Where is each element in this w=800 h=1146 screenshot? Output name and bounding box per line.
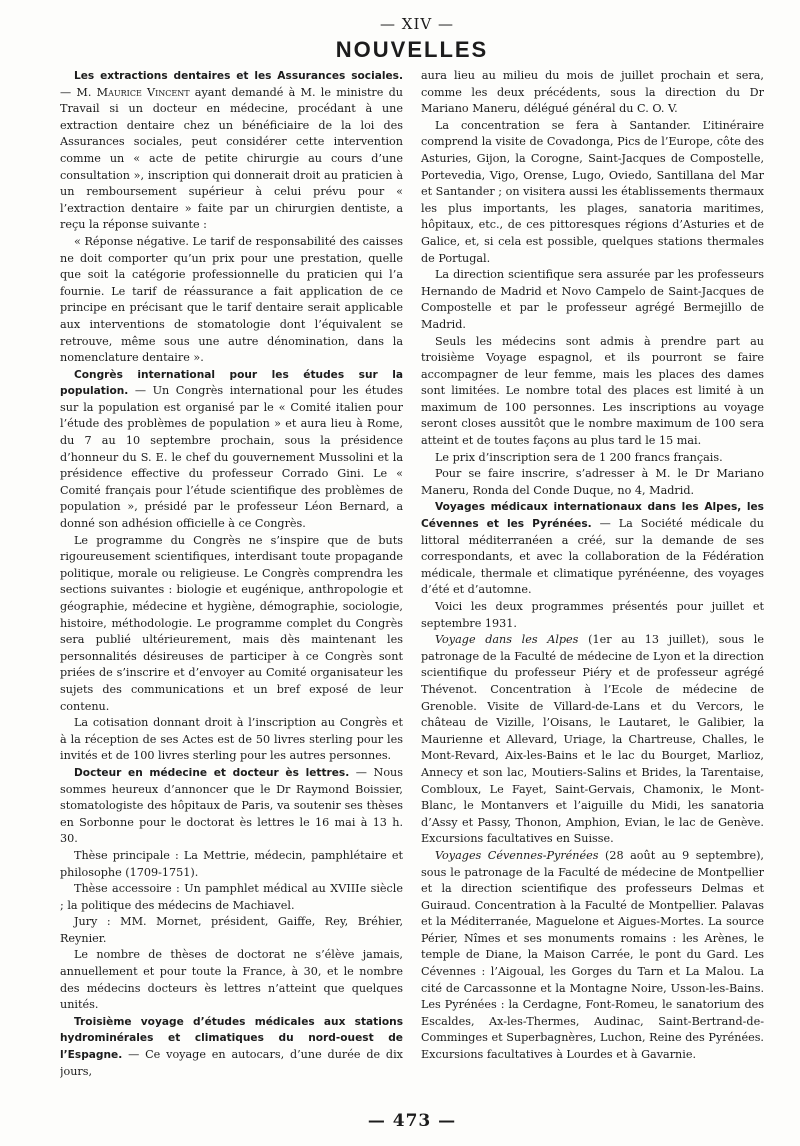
alpes-text: (1er au 13 juillet), sous le patronage de la Faculté de médecine de Lyon et la direction scientifique du professeur Piéry et de professeur agrégé Thévenot. Concentration à l’Ecole de médecine de Grenoble. Visite de Villard-de-Lans et du Vercors, le château de Vizille, l’Oisans, le Lautaret, le Galibier, la Maurienne et Allevard, Uriage, la Chartreuse, Challes, le Mont-Revard, Aix-les-Bains et le lac du Bourget, Marlioz, Annecy et son lac, Moutiers-Salins et Brides, la Tarentaise, Combloux, Le Fayet, Saint-Gervais, Chamonix, le Mont-Blanc, le Montanvers et l’aiguille du Midi, les sanatoria d’Assy et Passy, Thonon, Amphion, Evian, le lac de Genève. Excursions facultatives en Suisse. <box>421 633 764 846</box>
docteur-heading: Docteur en médecine et docteur ès lettres. <box>74 766 350 779</box>
direction-paragraph: La direction scientifique sera assurée par les professeurs Hernando de Madrid et Novo Campelo de Saint-Jacques de Compostelle et par le professeur agrégé Bermejillo de Madrid. <box>421 268 764 331</box>
concentration-paragraph: La concentration se fera à Santander. L’itinéraire comprend la visite de Covadonga, Pics de l’Europe, côte des Asturies, Gijon, la Corogne, Saint-Jacques de Compostelle, Portevedia, Vigo, Orense, Lugo, Oviedo, Santillana del Mar et Santander ; on visitera aussi les établissements thermaux les plus importants, les plages, sanatoria maritimes, hôpitaux, etc., de ces pittoresques régions d’Asturies et de Galice, et, si cela est possible, quelques stations thermales de Portugal. <box>421 118 764 265</box>
extractions-heading: Les extractions dentaires et les Assurances sociales. <box>74 70 403 82</box>
congres-paragraph <box>60 367 403 533</box>
page-number: — 473 — <box>367 1111 457 1131</box>
nombre-theses-paragraph: Le nombre de thèses de doctorat ne s’élève jamais, annuellement et pour toute la France, à 30, et le nombre des médecins docteurs ès lettres n’atteint que quelques unités. <box>60 948 403 1012</box>
cevennes-title: Voyages Cévennes-Pyrénées <box>435 848 599 862</box>
prix-paragraph: Le prix d’inscription sera de 1 200 francs français. <box>435 450 723 464</box>
cevennes-text: (28 août au 9 septembre), sous le patronage de la Faculté de médecine de Montpellier et la direction scientifique des professeurs Delmas et Guiraud. Concentration à la Faculté de Montpellier. Palavas et la Méditerranée, Maguelone et Aigues-Mortes. La source Périer, Nîmes et ses monuments romains : les Arènes, le temple de Diane, la Maison Carrée, le pont du Gard. Les Cévennes : l’Aigoual, les Gorges du Tarn et La Malou. La cité de Carcassonne et la Montagne Noire, Usson-les-Bains. Les Pyrénées : la Cerdagne, Font-Romeu, le sanatorium des Escaldes, Ax-les-Thermes, Audinac, Saint-Bertrand-de-Comminges et Superbagnères, Luchon, Reine des Pyrénées. Excursions facultatives à Lourdes et à Gavarnie. <box>421 848 764 1062</box>
article-columns <box>60 68 764 1108</box>
page-title: NOUVELLES <box>335 37 489 62</box>
docteur-text: — Nous sommes heureux d’annoncer que le Dr Raymond Boissier, stomatologiste des hôpitaux de Paris, va soutenir ses thèses en Sorbonne pour le doctorat ès lettres le 16 mai à 13 h. 30. <box>60 765 403 846</box>
these-accessoire-paragraph: Thèse accessoire : Un pamphlet médical au XVIIIe siècle ; la politique des médecins de Machiavel. <box>60 882 403 912</box>
cevennes-paragraph <box>421 848 764 1064</box>
jury-paragraph: Jury : MM. Mornet, président, Gaiffe, Rey, Bréhier, Reynier. <box>60 915 403 945</box>
reponse-paragraph: « Réponse négative. Le tarif de responsabilité des caisses ne doit comporter qu’un prix pour une prestation, quelle que soit la catégorie professionnelle du praticien qui l’a fournie. Le tarif de réassurance a fait application de ce principe en précisant que le tarif dentaire serait applicable aux interventions de stomatologie dont l’équivalent se retrouve, même sous une autre dénomination, dans la nomenclature dentaire ». <box>60 234 403 365</box>
extractions-author: M. Maurice Vincent <box>76 85 190 99</box>
docteur-paragraph <box>60 765 403 848</box>
right-column <box>421 68 764 1108</box>
alpes-paragraph <box>421 632 764 848</box>
inscrire-paragraph: Pour se faire inscrire, s’adresser à M. le Dr Mariano Maneru, Ronda del Conde Duque, no 4, Madrid. <box>421 467 764 497</box>
voyages-heading: Voyages médicaux internationaux dans les Alpes, les Cévennes et les Pyrénées. <box>421 501 764 531</box>
extractions-separator: — <box>60 85 77 99</box>
cotisation-paragraph: La cotisation donnant droit à l’inscription au Congrès et à la réception de ses Actes est de 50 livres sterling pour les invités et de 100 livres sterling pour les autres personnes. <box>60 716 403 763</box>
troisieme-voyage-text: — Ce voyage en autocars, d’une durée de dix jours, <box>60 1048 403 1078</box>
programme-paragraph: Le programme du Congrès ne s’inspire que de buts rigoureusement scientifiques, interdisant toute propagande politique, morale ou religieuse. Le Congrès comprendra les sections suivantes : biologie et eugénique, anthropologie et géographie, médecine et hygiène, démographie, sociologie, histoire, méthodologie. Le programme complet du Congrès sera publié ultérieurement, mais dès maintenant les personnalités désireuses de participer à ce Congrès sont priées de s’inscrire et d’envoyer au Comité organisateur les sujets des communications et un bref exposé de leur contenu. <box>60 533 403 713</box>
seuls-paragraph: Seuls les médecins sont admis à prendre part au troisième Voyage espagnol, et ils pourront se faire accompagner de leur femme, mais les places des dames sont limitées. Le nombre total des places est limité à un maximum de 100 personnes. Les inscriptions au voyage seront closes aussitôt que le nombre maximum de 100 sera atteint et de toutes façons au plus tard le 15 mai. <box>421 334 764 448</box>
troisieme-voyage-paragraph <box>60 1014 403 1080</box>
voyages-paragraph <box>421 499 764 599</box>
alpes-title: Voyage dans les Alpes <box>435 633 579 647</box>
deux-programmes-paragraph: Voici les deux programmes présentés pour juillet et septembre 1931. <box>421 600 764 630</box>
page-folio: — XIV — <box>380 15 454 33</box>
left-column <box>60 68 403 1108</box>
these-principale-paragraph: Thèse principale : La Mettrie, médecin, pamphlétaire et philosophe (1709-1751). <box>60 848 403 879</box>
extractions-paragraph <box>60 68 403 234</box>
voyages-text: — La Société médicale du littoral méditerranéen a créé, sur la demande de ses correspondants, et avec la collaboration de la Fédération médicale, thermale et climatique pyrénéenne, des voyages d’été et d’automne. <box>421 517 764 597</box>
continuation-paragraph: aura lieu au milieu du mois de juillet prochain et sera, comme les deux précédents, sous la direction du Dr Mariano Maneru, délégué général du C. O. V. <box>421 69 764 116</box>
congres-text: — Un Congrès international pour les études sur la population est organisé par le « Comité italien pour l’étude des problèmes de population » et aura lieu à Rome, du 7 au 10 septembre prochain, sous la présidence d’honneur du S. E. le chef du gouvernement Mussolini et la présidence effective du professeur Corrado Gini. Le « Comité français pour l’étude scientifique des problèmes de population », présidé par le professeur Léon Bernard, a donné son adhésion officielle à ce Congrès. <box>60 384 403 531</box>
troisieme-voyage-heading: Troisième voyage d’études médicales aux stations hydrominérales et climatiques du nord-ouest de l’Espagne. <box>60 1015 403 1062</box>
congres-heading: Congrès international pour les études sur la population. <box>60 368 403 398</box>
extractions-text: ayant demandé à M. le ministre du Travail si un docteur en médecine, procédant à une extraction dentaire chez un bénéficiaire de la loi des Assurances sociales, peut considérer cette intervention comme un « acte de petite chirurgie au cours d’une consultation », inscription qui donnerait droit au praticien à un remboursement supérieur à celui prévu pour « l’extraction dentaire » faite par un chirurgien dentiste, a reçu la réponse suivante : <box>60 85 404 232</box>
